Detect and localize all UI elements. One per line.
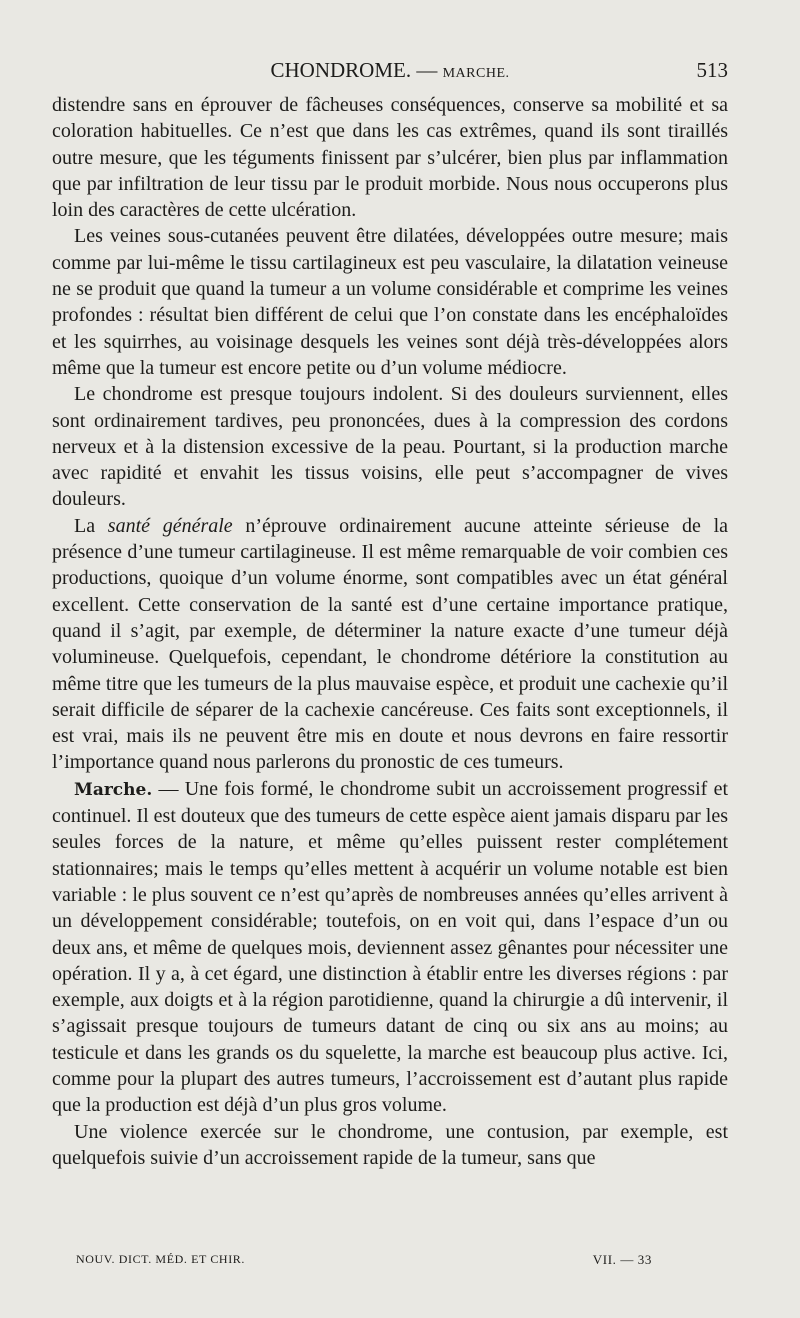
paragraph-3: Le chondrome est presque toujours indolent. Si des douleurs surviennent, elles sont ordinairement tardives, peu prononcées, dues à la compression des cordons nerveux et à la distension excessive de la peau. Pourtant, si la production marche avec rapidité et envahit les tissus voisins, elle peut s’accompagner de vives douleurs. <box>52 383 728 511</box>
section-lead-marche: Marche. <box>74 779 153 800</box>
page-footer <box>76 1252 652 1272</box>
paragraph-4-rest: n’éprouve ordinairement aucune atteinte sérieuse de la présence d’une tumeur cartilagineuse. Il est même remarquable de voir combien ces productions, quoique d’un volume énorme, sont compatibles avec un état général excellent. Cette conservation de la santé est d’une certaine importance pratique, quand il s’agit, par exemple, de déterminer la nature exacte d’une tumeur déjà volumineuse. Quelquefois, cependant, le chondrome détériore la constitution au même titre que les tumeurs de la plus mauvaise espèce, et produit une cachexie qu’il serait difficile de séparer de la cachexie cancéreuse. Ces faits sont exceptionnels, il est vrai, mais ils ne peuvent être mis en doute et nous devrons en faire ressortir l’importance quand nous parlerons du pronostic de ces tumeurs. <box>52 514 729 774</box>
footer-signature: NOUV. DICT. MÉD. ET CHIR. <box>76 1252 246 1266</box>
paragraph-5 <box>52 776 728 1119</box>
paragraph-2: Les veines sous-cutanées peuvent être dilatées, développées outre mesure; mais comme par lui-même le tissu cartilagineux est peu vasculaire, la dilatation veineuse ne se produit que quand la tumeur a un volume considérable et comprime les veines profondes : résultat bien différent de celui que l’on constate dans les encéphaloïdes et les squirrhes, au voisinage desquels les veines sont déjà très-développées alors même que la tumeur est encore petite ou d’un volume médiocre. <box>52 225 728 379</box>
running-title-main: CHONDROME. — <box>270 58 438 82</box>
paragraph-5-rest: — Une fois formé, le chondrome subit un accroissement progressif et continuel. Il est douteux que des tumeurs de cette espèce aient jamais disparu par les seules forces de la nature, et même qu’elles puissent rester complétement stationnaires; mais le temps qu’elles mettent à acquérir un volume notable est bien variable : le plus souvent ce n’est qu’après de nombreuses années qu’elles arrivent à un développement considérable; toutefois, on en voit qui, dans l’espace d’un ou deux ans, et même de quelques mois, deviennent assez gênantes pour nécessiter une opération. Il y a, à cet égard, une distinction à établir entre les diverses régions : par exemple, aux doigts et à la région parotidienne, quand la chirurgie a dû intervenir, il s’agissait presque toujours de tumeurs datant de cinq ou six ans au moins; au testicule et dans les grands os du squelette, la marche est beaucoup plus active. Ici, comme pour la plupart des autres tumeurs, l’accroissement est d’autant plus rapide que la production est déjà d’un plus gros volume. <box>52 777 728 1117</box>
paragraph-1: distendre sans en éprouver de fâcheuses conséquences, conserve sa mobilité et sa coloration habituelles. Ce n’est que dans les cas extrêmes, quand ils sont tiraillés outre mesure, que les téguments finissent par s’ulcérer, bien plus par inflammation que par infiltration de leur tissu par le produit morbide. Nous nous occuperons plus loin des caractères de cette ulcération. <box>52 94 728 222</box>
paragraph-4-start: La <box>74 514 96 537</box>
body-text <box>52 92 728 1171</box>
footer-volume: VII. — 33 <box>592 1252 652 1267</box>
running-title <box>52 58 728 83</box>
running-title-section: MARCHE. <box>442 66 510 81</box>
emphasis-sante-generale: santé générale <box>107 514 233 537</box>
page-number: 513 <box>696 58 728 82</box>
running-header <box>52 58 728 88</box>
paragraph-6: Une violence exercée sur le chondrome, une contusion, par exemple, est quelquefois suivie d’un accroissement rapide de la tumeur, sans que <box>52 1120 728 1169</box>
paragraph-4 <box>52 513 728 776</box>
